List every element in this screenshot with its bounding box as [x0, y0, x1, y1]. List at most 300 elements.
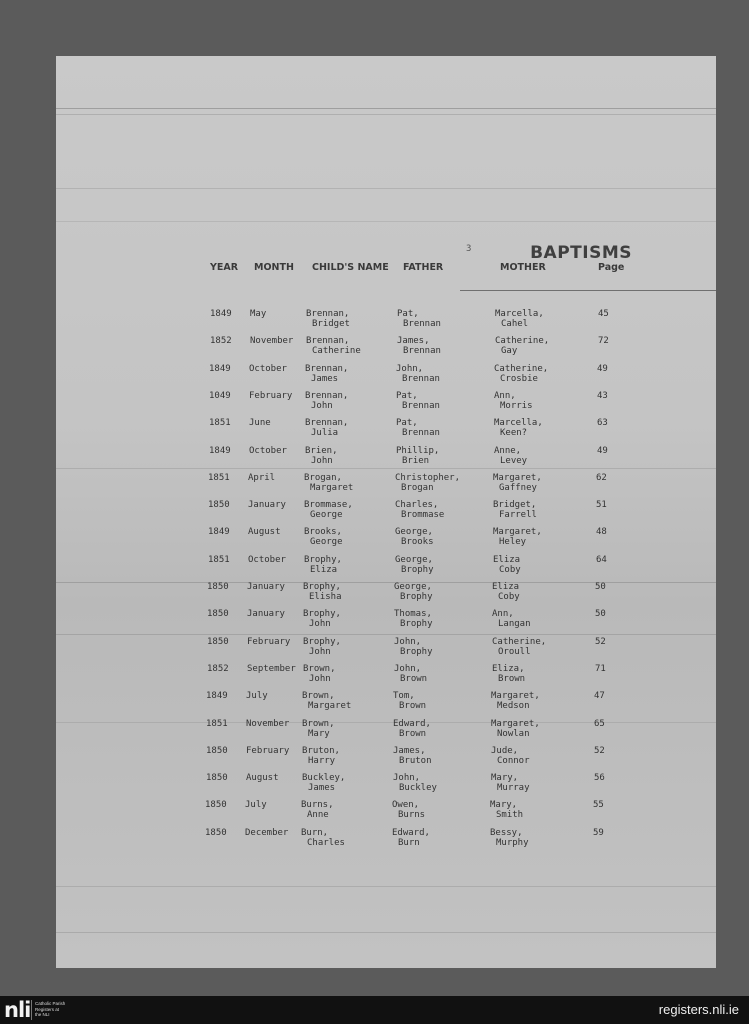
father-cell-text: Pat, — [396, 418, 418, 429]
mother-cell-text: Eliza — [493, 554, 521, 565]
month-cell — [245, 800, 267, 810]
month-cell-text: December — [245, 827, 289, 838]
father-cell-text: James, — [393, 745, 426, 756]
mother-cell-text: Catherine, — [494, 363, 549, 374]
child-name-cell-text: Margaret — [310, 482, 354, 493]
mother-cell — [491, 719, 540, 739]
year-cell — [209, 364, 231, 374]
col-father-header: FATHER — [403, 262, 444, 273]
child-name-cell-text: Brophy, — [303, 582, 341, 592]
child-name-cell-text: James — [311, 373, 339, 384]
child-name-cell-text: Brophy, — [303, 636, 341, 647]
child-name-cell-text: Harry — [308, 755, 336, 766]
mother-cell-text: Coby — [498, 592, 520, 602]
year-cell-text: 1851 — [206, 718, 228, 729]
father-cell — [393, 746, 432, 766]
register-row — [56, 500, 716, 528]
mother-cell-text: Crosbie — [500, 373, 538, 384]
year-cell-text: 1852 — [210, 336, 232, 347]
child-name-cell-text: Mary — [308, 728, 330, 739]
mother-cell-text: Bessy, — [490, 827, 523, 838]
father-cell — [396, 364, 440, 384]
page-cell-text: 47 — [594, 691, 605, 702]
month-cell — [248, 555, 286, 565]
child-name-cell-text: Julia — [311, 428, 339, 439]
month-cell — [248, 473, 275, 483]
logo-line-1: Catholic Parish — [35, 1001, 66, 1006]
father-cell — [392, 800, 425, 820]
header-rule — [460, 290, 716, 291]
child-name-cell-text: Brennan, — [305, 418, 349, 429]
mother-cell-text: Marcella, — [495, 309, 544, 319]
page-cell-text: 50 — [595, 582, 606, 592]
child-name-cell — [304, 555, 342, 575]
register-page — [56, 56, 716, 968]
mother-cell-text: Keen? — [500, 428, 528, 439]
month-cell — [246, 719, 289, 729]
mother-cell-text: Marcella, — [494, 418, 543, 429]
year-cell-text: 1849 — [209, 445, 231, 456]
year-cell-text: 1850 — [207, 582, 229, 592]
father-cell-text: Brien — [402, 455, 430, 466]
child-name-cell-text: Bruton, — [302, 745, 340, 756]
month-cell — [250, 336, 293, 346]
mother-cell — [490, 800, 523, 820]
page-cell — [595, 637, 606, 647]
child-name-cell-text: John — [311, 400, 333, 411]
mother-cell-text: Murphy — [496, 837, 529, 848]
month-cell — [247, 582, 285, 592]
month-cell — [249, 364, 287, 374]
father-cell-text: Brennan — [402, 373, 440, 384]
mother-cell — [494, 418, 543, 438]
year-cell — [209, 418, 231, 428]
father-cell — [395, 473, 460, 493]
page-cell-text: 62 — [596, 472, 607, 483]
month-cell-text: November — [250, 336, 294, 347]
father-cell-text: George, — [395, 554, 433, 565]
page-cell — [596, 555, 607, 565]
mother-cell-text: Cahel — [501, 319, 529, 329]
child-name-cell — [305, 446, 338, 466]
father-cell-text: Burn — [398, 837, 420, 848]
page-heading: BAPTISMS — [530, 243, 632, 263]
father-cell-text: John, — [394, 636, 422, 647]
father-cell-text: John, — [394, 663, 422, 674]
month-cell-text: November — [246, 718, 290, 729]
month-cell-text: July — [246, 691, 268, 702]
father-cell — [394, 609, 433, 629]
month-cell-text: October — [249, 363, 287, 374]
mother-cell — [493, 473, 542, 493]
page-cell — [597, 391, 608, 401]
father-cell-text: John, — [393, 773, 421, 784]
page-cell — [597, 364, 608, 374]
father-cell-text: Tom, — [393, 691, 415, 702]
year-cell-text: 1850 — [206, 773, 228, 784]
year-cell-text: 1850 — [207, 636, 229, 647]
logo-caption — [35, 1001, 85, 1018]
footer-bar — [0, 996, 749, 1024]
mother-cell-text: Catherine, — [495, 336, 550, 347]
year-cell — [210, 309, 232, 319]
father-cell-text: Charles, — [395, 500, 439, 511]
father-cell-text: Thomas, — [394, 609, 432, 620]
father-cell-text: Pat, — [397, 309, 419, 319]
year-cell — [208, 527, 230, 537]
child-name-cell-text: George — [310, 510, 343, 521]
register-row — [56, 691, 716, 719]
mother-cell-text: Nowlan — [497, 728, 530, 739]
mother-cell — [491, 773, 530, 793]
mother-cell — [494, 364, 548, 384]
mother-cell-text: Eliza, — [492, 663, 525, 674]
nli-logo[interactable]: nli — [4, 998, 31, 1022]
child-name-cell — [302, 773, 345, 793]
father-cell — [397, 309, 441, 329]
child-name-cell-text: Charles — [307, 837, 345, 848]
year-cell — [206, 719, 228, 729]
father-cell-text: Brophy — [400, 646, 433, 657]
mother-cell — [492, 664, 525, 684]
father-cell — [396, 446, 439, 466]
register-row — [56, 828, 716, 856]
mother-cell-text: Brown — [498, 673, 526, 684]
month-cell-text: February — [247, 636, 291, 647]
col-mother-header: MOTHER — [500, 262, 546, 273]
month-cell-text: August — [246, 773, 279, 784]
father-cell-text: Edward, — [392, 827, 430, 838]
child-name-cell-text: Brophy, — [303, 609, 341, 620]
month-cell-text: July — [245, 800, 267, 811]
page-cell-text: 63 — [597, 418, 608, 429]
father-cell-text: Brennan — [403, 319, 441, 329]
month-cell — [247, 609, 285, 619]
child-name-cell — [304, 473, 353, 493]
mother-cell-text: Catherine, — [492, 636, 547, 647]
page-cell-text: 55 — [593, 800, 604, 811]
mother-cell-text: Medson — [497, 701, 530, 712]
mother-cell-text: Mary, — [491, 773, 519, 784]
mother-cell-text: Murray — [497, 783, 530, 794]
register-row — [56, 309, 716, 337]
year-cell — [207, 582, 229, 592]
register-row — [56, 664, 716, 692]
child-name-cell-text: Brown, — [302, 718, 335, 729]
month-cell — [246, 691, 268, 701]
child-name-cell — [305, 391, 348, 411]
month-cell — [249, 391, 292, 401]
register-row — [56, 609, 716, 637]
child-name-cell — [304, 500, 353, 520]
year-cell — [209, 391, 231, 401]
child-name-cell-text: John — [309, 619, 331, 630]
mother-cell — [495, 336, 549, 356]
month-cell-text: June — [249, 418, 271, 429]
month-cell-text: May — [250, 309, 267, 319]
page-cell — [594, 746, 605, 756]
child-name-cell — [302, 746, 340, 766]
month-cell-text: January — [247, 582, 285, 592]
child-name-cell-text: John — [309, 646, 331, 657]
year-cell — [206, 746, 228, 756]
year-cell — [207, 609, 229, 619]
mother-cell — [494, 391, 533, 411]
month-cell — [246, 746, 289, 756]
child-name-cell-text: Buckley, — [302, 773, 346, 784]
child-name-cell-text: Brophy, — [304, 554, 342, 565]
page-cell-text: 51 — [596, 500, 607, 511]
month-cell — [248, 500, 286, 510]
father-cell-text: Edward, — [393, 718, 431, 729]
child-name-cell — [303, 582, 342, 602]
page-cell-text: 71 — [595, 663, 606, 674]
mother-cell — [493, 555, 521, 575]
month-cell-text: February — [246, 745, 290, 756]
register-row — [56, 418, 716, 446]
father-cell-text: Buckley — [399, 783, 437, 794]
father-cell — [397, 336, 441, 356]
mother-cell — [492, 609, 531, 629]
logo-line-3: the NLI — [35, 1012, 50, 1017]
father-cell — [393, 691, 426, 711]
year-cell-text: 1850 — [208, 500, 230, 511]
mother-cell — [495, 309, 544, 329]
child-name-cell — [303, 609, 341, 629]
father-cell-text: Brennan — [402, 400, 440, 411]
father-cell-text: Brennan — [403, 346, 441, 357]
child-name-cell — [303, 637, 341, 657]
mother-cell-text: Heley — [499, 537, 527, 548]
register-row — [56, 773, 716, 801]
mother-cell-text: Jude, — [491, 745, 519, 756]
child-name-cell — [306, 336, 361, 356]
mother-cell-text: Bridget, — [493, 500, 537, 511]
father-cell — [394, 664, 427, 684]
year-cell — [205, 800, 227, 810]
father-cell-text: Brommase — [401, 510, 445, 521]
child-name-cell-text: John — [309, 673, 331, 684]
mother-cell-text: Mary, — [490, 800, 518, 811]
father-cell-text: Brown — [399, 728, 427, 739]
child-name-cell-text: Anne — [307, 810, 329, 821]
year-cell-text: 1852 — [207, 663, 229, 674]
page-cell-text: 48 — [596, 527, 607, 538]
register-row — [56, 336, 716, 364]
mother-cell-text: Ann, — [492, 609, 514, 620]
mother-cell-text: Gay — [501, 346, 518, 357]
year-cell — [205, 828, 227, 838]
father-cell-text: Pat, — [396, 390, 418, 401]
child-name-cell-text: Burns, — [301, 800, 334, 811]
father-cell — [392, 828, 430, 848]
site-link[interactable]: registers.nli.ie — [658, 1002, 739, 1017]
mother-cell — [491, 746, 530, 766]
child-name-cell-text: Brogan, — [304, 472, 342, 483]
register-row — [56, 364, 716, 392]
register-row — [56, 391, 716, 419]
month-cell — [247, 637, 290, 647]
child-name-cell-text: Brennan, — [305, 390, 349, 401]
page-cell — [595, 609, 606, 619]
month-cell — [245, 828, 288, 838]
child-name-cell — [304, 527, 343, 547]
month-cell-text: February — [249, 390, 293, 401]
register-row — [56, 637, 716, 665]
father-cell — [393, 719, 431, 739]
page-cell — [594, 691, 605, 701]
month-cell — [249, 418, 271, 428]
month-cell-text: January — [248, 500, 286, 511]
father-cell — [393, 773, 437, 793]
year-cell-text: 1849 — [206, 691, 228, 702]
child-name-cell-text: Bridget — [312, 319, 350, 329]
mother-cell-text: Ann, — [494, 390, 516, 401]
year-cell-text: 1849 — [208, 527, 230, 538]
month-cell — [246, 773, 279, 783]
child-name-cell — [305, 364, 348, 384]
mother-cell-text: Margaret, — [493, 527, 542, 538]
register-row — [56, 719, 716, 747]
page-cell — [597, 446, 608, 456]
child-name-cell-text: Brennan, — [305, 363, 349, 374]
col-child-header: CHILD'S NAME — [312, 262, 389, 273]
child-name-cell — [306, 309, 350, 329]
page-cell — [598, 336, 609, 346]
register-row — [56, 446, 716, 474]
month-cell — [247, 664, 296, 674]
mother-cell-text: Langan — [498, 619, 531, 630]
father-cell-text: John, — [396, 363, 424, 374]
father-cell — [396, 391, 440, 411]
child-name-cell — [303, 664, 336, 684]
father-cell — [395, 555, 434, 575]
mother-cell-text: Margaret, — [491, 718, 540, 729]
year-cell — [208, 500, 230, 510]
page-cell — [596, 527, 607, 537]
child-name-cell-text: Burn, — [301, 827, 329, 838]
year-cell-text: 1851 — [209, 418, 231, 429]
mother-cell — [492, 637, 546, 657]
page-cell-text: 49 — [597, 445, 608, 456]
child-name-cell-text: Brown, — [303, 663, 336, 674]
mother-cell-text: Gaffney — [499, 482, 537, 493]
year-cell — [210, 336, 232, 346]
year-cell-text: 1849 — [210, 309, 232, 319]
logo-divider — [31, 1000, 32, 1020]
year-cell-text: 1849 — [209, 363, 231, 374]
year-cell — [207, 664, 229, 674]
month-cell-text: August — [248, 527, 281, 538]
page-cell — [597, 418, 608, 428]
month-cell-text: April — [248, 472, 276, 483]
col-page-header: Page — [598, 262, 625, 273]
mother-cell-text: Oroull — [498, 646, 531, 657]
page-mark: 3 — [466, 244, 472, 254]
father-cell-text: Brown — [400, 673, 428, 684]
register-row — [56, 746, 716, 774]
mother-cell-text: Eliza — [492, 582, 520, 592]
mother-cell-text: Levey — [500, 455, 528, 466]
father-cell-text: Bruton — [399, 755, 432, 766]
page-cell-text: 65 — [594, 718, 605, 729]
father-cell-text: Christopher, — [395, 472, 461, 483]
child-name-cell-text: Margaret — [308, 701, 352, 712]
month-cell — [249, 446, 287, 456]
year-cell — [208, 473, 230, 483]
child-name-cell — [302, 719, 335, 739]
page-cell — [593, 828, 604, 838]
year-cell-text: 1850 — [206, 745, 228, 756]
year-cell-text: 1850 — [205, 800, 227, 811]
mother-cell-text: Margaret, — [491, 691, 540, 702]
year-cell-text: 1851 — [208, 554, 230, 565]
child-name-cell-text: Brien, — [305, 445, 338, 456]
child-name-cell-text: Eliza — [310, 564, 338, 575]
month-cell-text: October — [249, 445, 287, 456]
year-cell — [206, 773, 228, 783]
father-cell-text: Brennan — [402, 428, 440, 439]
child-name-cell-text: James — [308, 783, 336, 794]
child-name-cell-text: Brown, — [302, 691, 335, 702]
year-cell — [208, 555, 230, 565]
mother-cell-text: Connor — [497, 755, 530, 766]
year-cell-text: 1850 — [207, 609, 229, 620]
page-cell — [596, 473, 607, 483]
child-name-cell-text: Brooks, — [304, 527, 342, 538]
father-cell — [396, 418, 440, 438]
child-name-cell-text: Brommase, — [304, 500, 353, 511]
child-name-cell-text: Brennan, — [306, 309, 350, 319]
mother-cell-text: Anne, — [494, 445, 522, 456]
page-cell-text: 49 — [597, 363, 608, 374]
father-cell-text: Phillip, — [396, 445, 440, 456]
page-cell-text: 72 — [598, 336, 609, 347]
father-cell — [395, 500, 444, 520]
register-row — [56, 473, 716, 501]
page-cell-text: 56 — [594, 773, 605, 784]
month-cell-text: September — [247, 663, 296, 674]
mother-cell — [491, 691, 540, 711]
page-cell-text: 50 — [595, 609, 606, 620]
year-cell-text: 1851 — [208, 472, 230, 483]
year-cell — [206, 691, 228, 701]
page-cell — [595, 582, 606, 592]
page-cell — [593, 800, 604, 810]
year-cell — [209, 446, 231, 456]
register-row — [56, 527, 716, 555]
page-cell — [594, 773, 605, 783]
mother-cell-text: Coby — [499, 564, 521, 575]
page-cell — [594, 719, 605, 729]
month-cell-text: January — [247, 609, 285, 620]
father-cell-text: James, — [397, 336, 430, 347]
father-cell-text: Owen, — [392, 800, 420, 811]
register-row — [56, 555, 716, 583]
father-cell-text: Brophy — [401, 564, 434, 575]
father-cell-text: Brophy — [400, 592, 433, 602]
year-cell — [207, 637, 229, 647]
page-cell-text: 43 — [597, 390, 608, 401]
child-name-cell-text: John — [311, 455, 333, 466]
page-cell-text: 59 — [593, 827, 604, 838]
child-name-cell — [301, 800, 334, 820]
father-cell-text: George, — [394, 582, 432, 592]
mother-cell-text: Morris — [500, 400, 533, 411]
mother-cell — [493, 527, 542, 547]
mother-cell — [493, 500, 537, 520]
register-row — [56, 800, 716, 828]
